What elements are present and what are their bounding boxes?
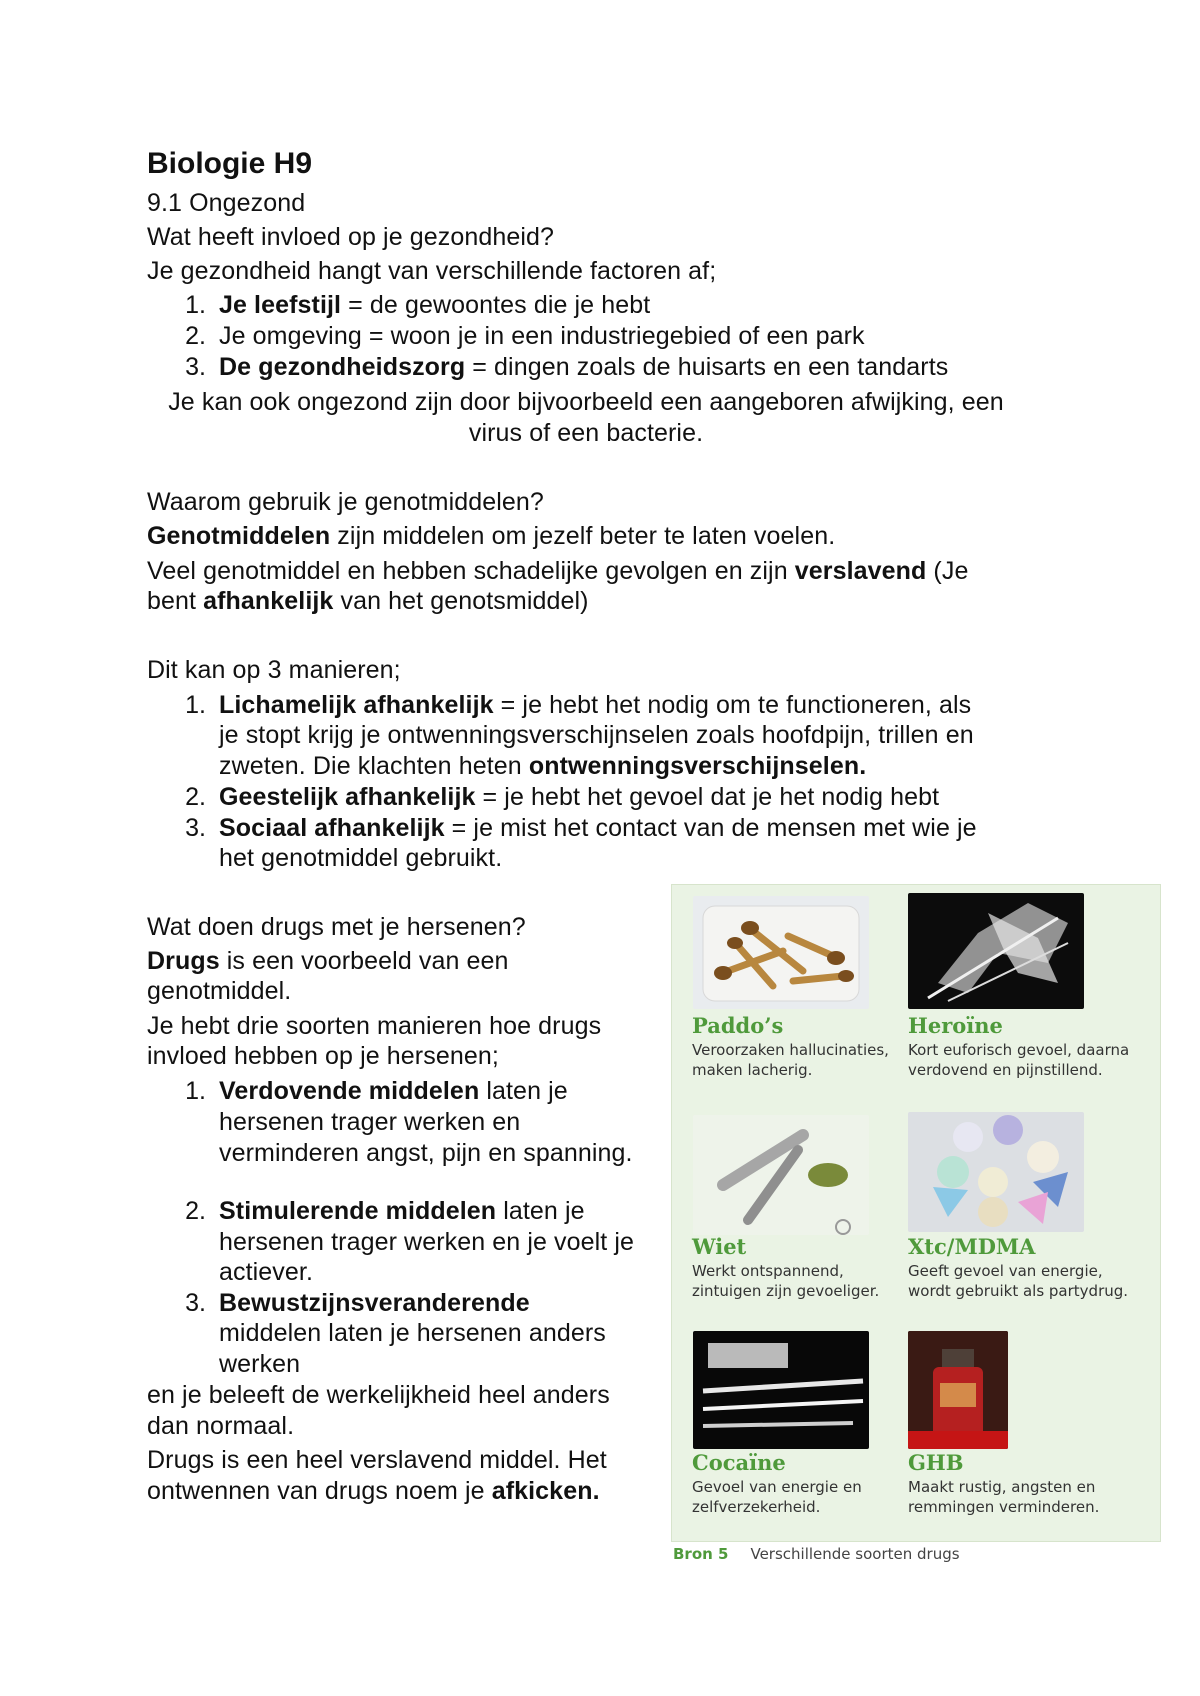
bold-term: afkicken. bbox=[491, 1477, 600, 1505]
paragraph: dan normaal. bbox=[147, 1412, 295, 1440]
list-item-continuation: hersenen trager werken en bbox=[219, 1108, 521, 1136]
heroin-photo bbox=[908, 893, 1084, 1009]
paragraph bbox=[147, 586, 589, 616]
paragraph: genotmiddel. bbox=[147, 977, 292, 1005]
bold-term: Drugs bbox=[147, 947, 220, 975]
drug-description: remmingen verminderen. bbox=[908, 1498, 1100, 1516]
list-item bbox=[219, 352, 948, 382]
list-item bbox=[219, 1076, 568, 1106]
list-item-text: = je hebt het gevoel dat je het nodig hebt bbox=[475, 783, 940, 811]
section-question: Wat heeft invloed op je gezondheid? bbox=[147, 223, 555, 251]
mushrooms-photo bbox=[693, 896, 869, 1009]
section-heading: 9.1 Ongezond bbox=[147, 189, 306, 217]
bold-term: Geestelijk afhankelijk bbox=[219, 783, 476, 811]
centered-note: virus of een bacterie. bbox=[468, 419, 704, 447]
list-item-continuation: hersenen trager werken en je voelt je bbox=[219, 1228, 635, 1256]
bold-term: Genotmiddelen bbox=[147, 522, 331, 550]
drug-description: verdovend en pijnstillend. bbox=[908, 1061, 1103, 1079]
list-item-continuation: middelen laten je hersenen anders bbox=[219, 1319, 606, 1347]
list-number: 3. bbox=[185, 814, 206, 842]
figure-source-label: Bron 5 bbox=[673, 1545, 729, 1563]
list-item bbox=[219, 813, 977, 843]
drug-description: Veroorzaken hallucinaties, bbox=[692, 1041, 889, 1059]
paragraph bbox=[147, 556, 968, 586]
list-number: 2. bbox=[185, 1197, 206, 1225]
cocaine-photo bbox=[693, 1331, 869, 1449]
list-item bbox=[219, 690, 971, 720]
bold-term: afhankelijk bbox=[203, 587, 334, 615]
bold-term: ontwenningsverschijnselen. bbox=[528, 752, 867, 780]
drug-description: zelfverzekerheid. bbox=[692, 1498, 821, 1516]
centered-note: Je kan ook ongezond zijn door bijvoorbeeld een aangeboren afwijking, een bbox=[168, 388, 1004, 416]
bold-term: Verdovende middelen bbox=[219, 1077, 480, 1105]
list-item-continuation: verminderen angst, pijn en spanning. bbox=[219, 1139, 633, 1167]
paragraph: Je gezondheid hangt van verschillende factoren af; bbox=[147, 257, 717, 285]
list-number: 3. bbox=[185, 1289, 206, 1317]
list-item-text: = je mist het contact van de mensen met wie je bbox=[444, 814, 977, 842]
ghb-bottle-photo bbox=[908, 1331, 1008, 1449]
list-item-text: laten je bbox=[479, 1077, 568, 1105]
drug-description: Werkt ontspannend, bbox=[692, 1262, 844, 1280]
drug-name: Paddo’s bbox=[692, 1013, 784, 1038]
bold-term: verslavend bbox=[794, 557, 927, 585]
page-title: Biologie H9 bbox=[147, 147, 313, 180]
bold-term: Lichamelijk afhankelijk bbox=[219, 691, 494, 719]
paragraph-text: van het genotsmiddel) bbox=[333, 587, 589, 615]
drug-name: Xtc/MDMA bbox=[908, 1234, 1036, 1259]
bold-term: Sociaal afhankelijk bbox=[219, 814, 445, 842]
paragraph-text: (Je bbox=[926, 557, 969, 585]
drug-name: GHB bbox=[908, 1450, 964, 1475]
section-question: Waarom gebruik je genotmiddelen? bbox=[147, 488, 544, 516]
paragraph bbox=[147, 521, 835, 551]
drug-description: maken lacherig. bbox=[692, 1061, 813, 1079]
drug-description: wordt gebruikt als partydrug. bbox=[908, 1282, 1129, 1300]
list-item bbox=[219, 321, 865, 351]
paragraph-text: zijn middelen om jezelf beter te laten voelen. bbox=[330, 522, 836, 550]
list-item bbox=[219, 290, 650, 320]
figure-caption bbox=[673, 1545, 960, 1563]
drug-description: zintuigen zijn gevoeliger. bbox=[692, 1282, 880, 1300]
list-item-text: = de gewoontes die je hebt bbox=[341, 291, 651, 319]
paragraph-text: bent bbox=[147, 587, 204, 615]
joints-photo bbox=[693, 1115, 869, 1235]
list-number: 2. bbox=[185, 322, 206, 350]
list-item-continuation: werken bbox=[219, 1350, 301, 1378]
paragraph bbox=[147, 946, 509, 976]
paragraph: Drugs is een heel verslavend middel. Het bbox=[147, 1446, 607, 1474]
list-item-continuation: het genotmiddel gebruikt. bbox=[219, 844, 503, 872]
drug-description: Geeft gevoel van energie, bbox=[908, 1262, 1103, 1280]
paragraph bbox=[147, 1476, 600, 1506]
list-item-text: laten je bbox=[496, 1197, 585, 1225]
list-item-text: = dingen zoals de huisarts en een tandarts bbox=[465, 353, 949, 381]
drug-description: Gevoel van energie en bbox=[692, 1478, 862, 1496]
list-item-continuation: actiever. bbox=[219, 1258, 314, 1286]
list-item-text: = je hebt het nodig om te functioneren, als bbox=[493, 691, 972, 719]
list-item-continuation bbox=[219, 751, 866, 781]
list-number: 1. bbox=[185, 291, 206, 319]
ecstasy-pills-photo bbox=[908, 1112, 1084, 1232]
paragraph-text: ontwennen van drugs noem je bbox=[147, 1477, 492, 1505]
list-item bbox=[219, 782, 939, 812]
list-item bbox=[219, 1288, 530, 1318]
bold-term: De gezondheidszorg bbox=[219, 353, 466, 381]
list-item-continuation: je stopt krijg je ontwenningsverschijnselen zoals hoofdpijn, trillen en bbox=[219, 721, 974, 749]
drug-name: Cocaïne bbox=[692, 1450, 786, 1475]
list-number: 1. bbox=[185, 691, 206, 719]
figure-caption-text: Verschillende soorten drugs bbox=[750, 1545, 960, 1563]
list-item-text: zweten. Die klachten heten bbox=[219, 752, 529, 780]
paragraph: Dit kan op 3 manieren; bbox=[147, 656, 401, 684]
list-item bbox=[219, 1196, 585, 1226]
drug-name: Wiet bbox=[692, 1234, 747, 1259]
paragraph-text: is een voorbeeld van een bbox=[219, 947, 509, 975]
bold-term: Stimulerende middelen bbox=[219, 1197, 497, 1225]
drug-description: Kort euforisch gevoel, daarna bbox=[908, 1041, 1130, 1059]
drugs-figure bbox=[671, 884, 1161, 1542]
paragraph: en je beleeft de werkelijkheid heel anders bbox=[147, 1381, 610, 1409]
list-number: 2. bbox=[185, 783, 206, 811]
bold-term: Je leefstijl bbox=[219, 291, 342, 319]
drug-name: Heroïne bbox=[908, 1013, 1003, 1038]
paragraph: Je hebt drie soorten manieren hoe drugs bbox=[147, 1012, 602, 1040]
paragraph-text: Veel genotmiddel en hebben schadelijke gevolgen en zijn bbox=[147, 557, 795, 585]
paragraph: invloed hebben op je hersenen; bbox=[147, 1042, 499, 1070]
drug-description: Maakt rustig, angsten en bbox=[908, 1478, 1096, 1496]
list-number: 1. bbox=[185, 1077, 206, 1105]
section-question: Wat doen drugs met je hersenen? bbox=[147, 913, 526, 941]
list-number: 3. bbox=[185, 353, 206, 381]
list-item-text: Je omgeving = woon je in een industriegebied of een park bbox=[219, 322, 865, 350]
bold-term: Bewustzijnsveranderende bbox=[219, 1289, 530, 1317]
